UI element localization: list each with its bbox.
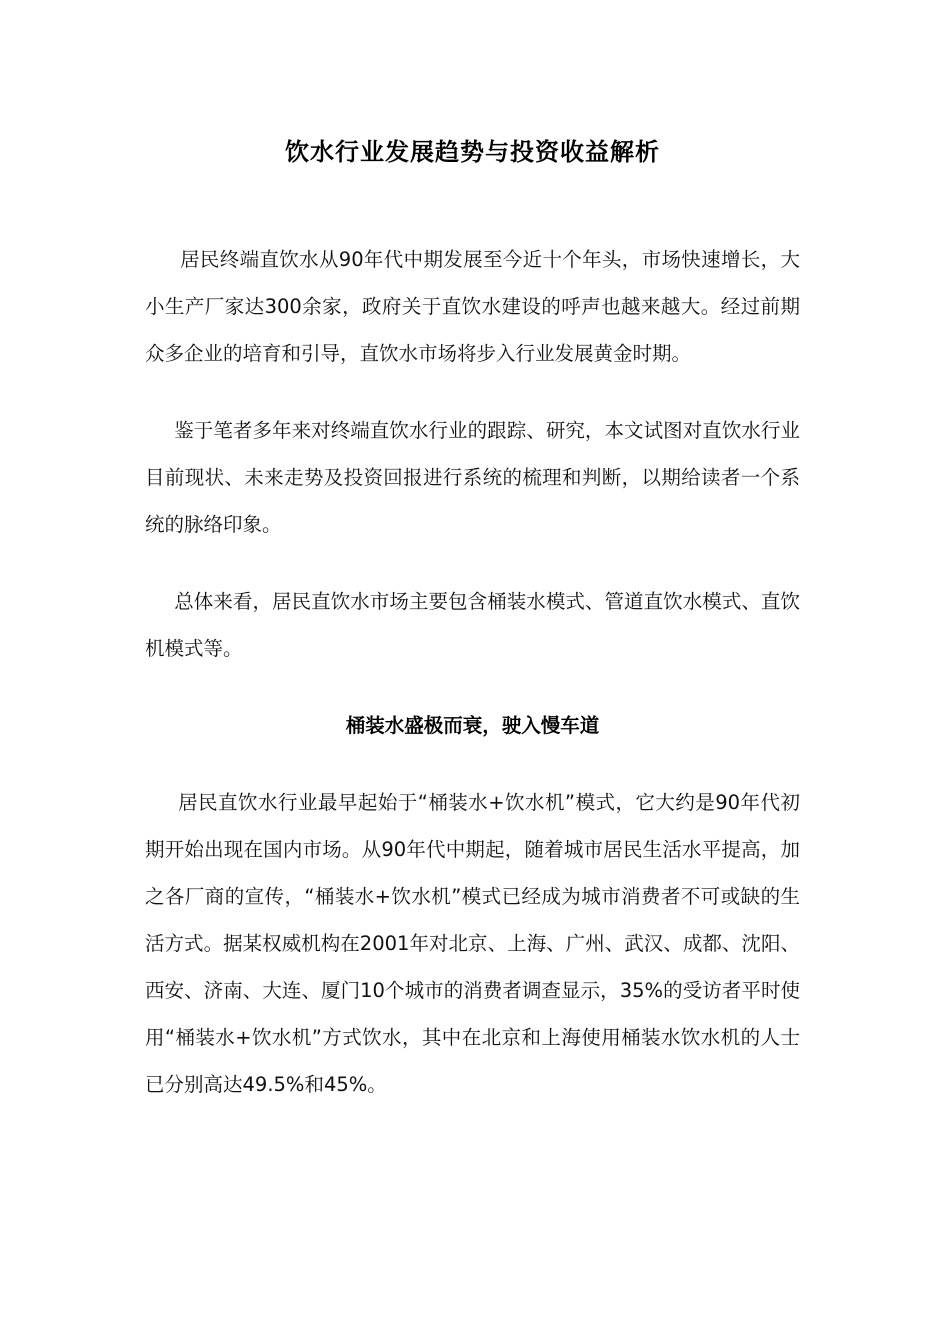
spacer xyxy=(145,176,800,236)
paragraph-purpose: 鉴于笔者多年来对终端直饮水行业的跟踪、研究，本文试图对直饮水行业目前现状、未来走势及投资回报进行系统的梳理和判断，以期给读者一个系统的脉络印象。 xyxy=(145,419,800,536)
spacer xyxy=(145,749,800,779)
paragraph-bottled-water: 居民直饮水行业最早起始于“桶装水+饮水机”模式，它大约是90年代初期开始出现在国内市场。从90年代中期起，随着城市居民生活水平提高，加之各厂商的宣传，“桶装水+饮水机”模式已经成为城市消费者不可或缺的生活方式。据某权威机构在2001年对北京、上海、广州、武汉、成都、沈阳、西安、济南、大连、厦门10个城市的消费者调查显示，35%的受访者平时使用“桶装水+饮水机”方式饮水，其中在北京和上海使用桶装水饮水机的人士已分别高达49.5%和45%。 xyxy=(145,791,800,1096)
spacer xyxy=(145,672,800,702)
document-body xyxy=(145,128,800,1108)
spacer xyxy=(145,548,800,578)
paragraph-intro: 居民终端直饮水从90年代中期发展至今近十个年头，市场快速增长，大小生产厂家达300余家，政府关于直饮水建设的呼声也越来越大。经过前期众多企业的培育和引导，直饮水市场将步入行业发展黄金时期。 xyxy=(145,248,800,365)
section-heading: 桶装水盛极而衰，驶入慢车道 xyxy=(345,714,600,737)
document-title: 饮水行业发展趋势与投资收益解析 xyxy=(285,138,660,166)
paragraph-overview: 总体来看，居民直饮水市场主要包含桶装水模式、管道直饮水模式、直饮机模式等。 xyxy=(145,590,800,660)
spacer xyxy=(145,377,800,407)
